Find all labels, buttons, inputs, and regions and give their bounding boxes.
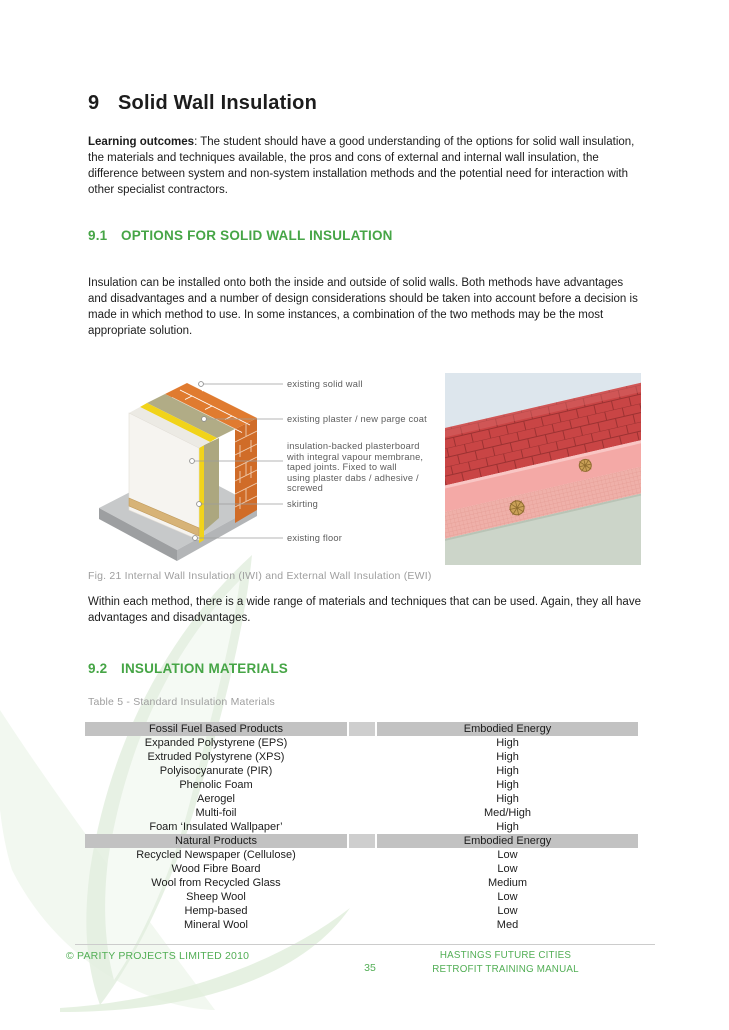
table-cell-product: Hemp-based — [184, 905, 248, 917]
table-row — [85, 918, 638, 932]
section-title-text: OPTIONS FOR SOLID WALL INSULATION — [121, 228, 393, 243]
footer-manual-line2: RETROFIT TRAINING MANUAL — [432, 963, 579, 975]
footer-copyright: © PARITY PROJECTS LIMITED 2010 — [66, 950, 250, 962]
table-cell-energy: Embodied Energy — [377, 834, 638, 848]
table-row — [85, 862, 638, 876]
table-row — [85, 820, 638, 834]
table-cell-product: Wood Fibre Board — [171, 863, 261, 875]
table-cell-product: Aerogel — [197, 793, 235, 805]
table-row — [85, 848, 638, 862]
table-cell-product: Expanded Polystyrene (EPS) — [144, 737, 288, 749]
table-cell-spacer — [349, 722, 375, 736]
table-row — [85, 764, 638, 778]
table-row — [85, 778, 638, 792]
table-cell-product: Polyisocyanurate (PIR) — [159, 765, 273, 777]
table-cell-energy: Low — [497, 891, 518, 903]
table-cell-product: Extruded Polystyrene (XPS) — [147, 751, 285, 763]
table-cell-energy: Low — [497, 863, 518, 875]
figure-caption: Fig. 21 Internal Wall Insulation (IWI) and External Wall Insulation (EWI) — [88, 570, 432, 582]
insulation-table — [85, 722, 638, 932]
table-cell-energy: Med/High — [483, 807, 532, 819]
table-cell-product: Mineral Wool — [184, 919, 248, 931]
table-cell-energy: High — [496, 765, 519, 777]
table-cell-spacer — [349, 834, 375, 848]
table-row — [85, 890, 638, 904]
table-cell-energy: Low — [497, 849, 518, 861]
section-heading-9-1 — [88, 228, 393, 243]
table-cell-product: Multi-foil — [195, 807, 237, 819]
ewi-photo — [445, 373, 641, 565]
table-cell-energy: Medium — [487, 877, 528, 889]
table-cell-product: Phenolic Foam — [179, 779, 253, 791]
table-cell-product: Fossil Fuel Based Products — [85, 722, 347, 736]
table-cell-energy: Low — [497, 905, 518, 917]
table-cell-product: Sheep Wool — [186, 891, 246, 903]
table-cell-energy: Embodied Energy — [377, 722, 638, 736]
footer-page-number: 35 — [364, 962, 376, 974]
table-group-header-row — [85, 834, 638, 848]
footer-manual-title — [418, 949, 593, 976]
table-cell-energy: High — [496, 793, 519, 805]
learning-outcomes-paragraph — [88, 135, 636, 199]
table-cell-product: Foam ‘Insulated Wallpaper’ — [149, 821, 283, 833]
learning-outcomes-label: Learning outcomes — [88, 136, 195, 148]
learning-outcomes-text: : The student should have a good understanding of the options for solid wall insulation, the materials and techniques available, the pros and cons of external and internal wall insulation, the difference between system and non-system installation methods and the potential need for interaction with other specialist contractors. — [88, 136, 635, 196]
table-cell-product: Recycled Newspaper (Cellulose) — [136, 849, 296, 861]
section-number: 9.1 — [88, 228, 108, 243]
table-cell-energy: High — [496, 779, 519, 791]
footer-divider — [75, 944, 655, 945]
table-row — [85, 806, 638, 820]
table-row — [85, 876, 638, 890]
iwi-label-floor: existing floor — [287, 533, 342, 543]
page-title — [88, 92, 317, 115]
iwi-label-plaster: existing plaster / new parge coat — [287, 414, 427, 424]
table-cell-energy: High — [496, 751, 519, 763]
table-row — [85, 750, 638, 764]
section-heading-9-2 — [88, 661, 288, 676]
section-9-1-paragraph: Insulation can be installed onto both the inside and outside of solid walls. Both methods have advantages and disadvantages and a number of design considerations should be taken into account before a decision is made in which method to use. In some instances, a combination of the two methods may be the most appropriate solution. — [88, 277, 638, 337]
iwi-label-plasterboard: insulation-backed plasterboard with integral vapour membrane, taped joints. Fixed to wall using plaster dabs / adhesive / screwed — [287, 441, 424, 494]
chapter-number: 9 — [88, 92, 100, 114]
section-number: 9.2 — [88, 661, 108, 676]
table-row — [85, 736, 638, 750]
table-cell-energy: High — [496, 821, 519, 833]
table-cell-energy: High — [496, 737, 519, 749]
iwi-label-solid-wall: existing solid wall — [287, 379, 363, 389]
chapter-title-text: Solid Wall Insulation — [118, 92, 318, 114]
table-row — [85, 792, 638, 806]
table-group-header-row — [85, 722, 638, 736]
table-cell-energy: Med — [496, 919, 519, 931]
table-caption: Table 5 - Standard Insulation Materials — [88, 696, 275, 708]
section-title-text: INSULATION MATERIALS — [121, 661, 288, 676]
iwi-label-skirting: skirting — [287, 499, 319, 509]
table-cell-product: Natural Products — [85, 834, 347, 848]
table-row — [85, 904, 638, 918]
footer-manual-line1: HASTINGS FUTURE CITIES — [439, 950, 572, 961]
table-cell-product: Wool from Recycled Glass — [151, 877, 281, 889]
after-figure-paragraph: Within each method, there is a wide range of materials and techniques that can be used. Again, they all have advantages and disadvantages. — [88, 596, 641, 624]
